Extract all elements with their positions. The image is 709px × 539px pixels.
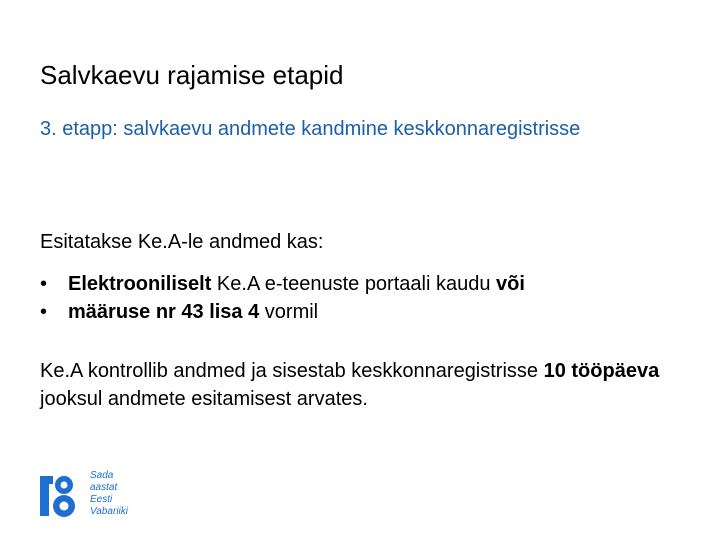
intro-text: Esitatakse Ke.A-le andmed kas: — [40, 231, 324, 253]
logo-hole-bottom-shape — [60, 502, 69, 511]
bullet-text: vormil — [259, 301, 319, 323]
bullet-icon: • — [40, 273, 48, 295]
conclusion-text — [40, 357, 680, 413]
bullet-icon: • — [40, 301, 48, 323]
logo-bar-top-shape — [40, 476, 53, 484]
logo-line-4: Vabariiki — [90, 506, 128, 517]
conclusion-part: jooksul andmete esitamisest arvates. — [40, 388, 368, 410]
conclusion-bold: 10 tööpäeva — [543, 360, 660, 382]
estonia-100-logo-icon — [40, 466, 140, 520]
logo-line-1: Sada — [90, 470, 114, 481]
logo-line-3: Eesti — [90, 494, 113, 505]
bullet-bold-text: Elektrooniliselt — [68, 273, 212, 295]
list-item — [40, 298, 525, 326]
logo-hole-top-shape — [61, 482, 68, 489]
logo-line-2: aastat — [90, 482, 118, 493]
bullet-bold-text: või — [496, 273, 525, 295]
bullet-bold-text: määruse nr 43 lisa 4 — [68, 301, 260, 323]
list-item — [40, 270, 525, 298]
bullet-text: Ke.A e-teenuste portaali kaudu — [211, 273, 497, 295]
slide-title: Salvkaevu rajamise etapid — [40, 60, 344, 90]
slide-subtitle: 3. etapp: salvkaevu andmete kandmine keskkonnaregistrisse — [40, 118, 581, 140]
bullet-list — [40, 270, 525, 326]
conclusion-part: Ke.A kontrollib andmed ja sisestab keskkonnaregistrisse — [40, 360, 544, 382]
